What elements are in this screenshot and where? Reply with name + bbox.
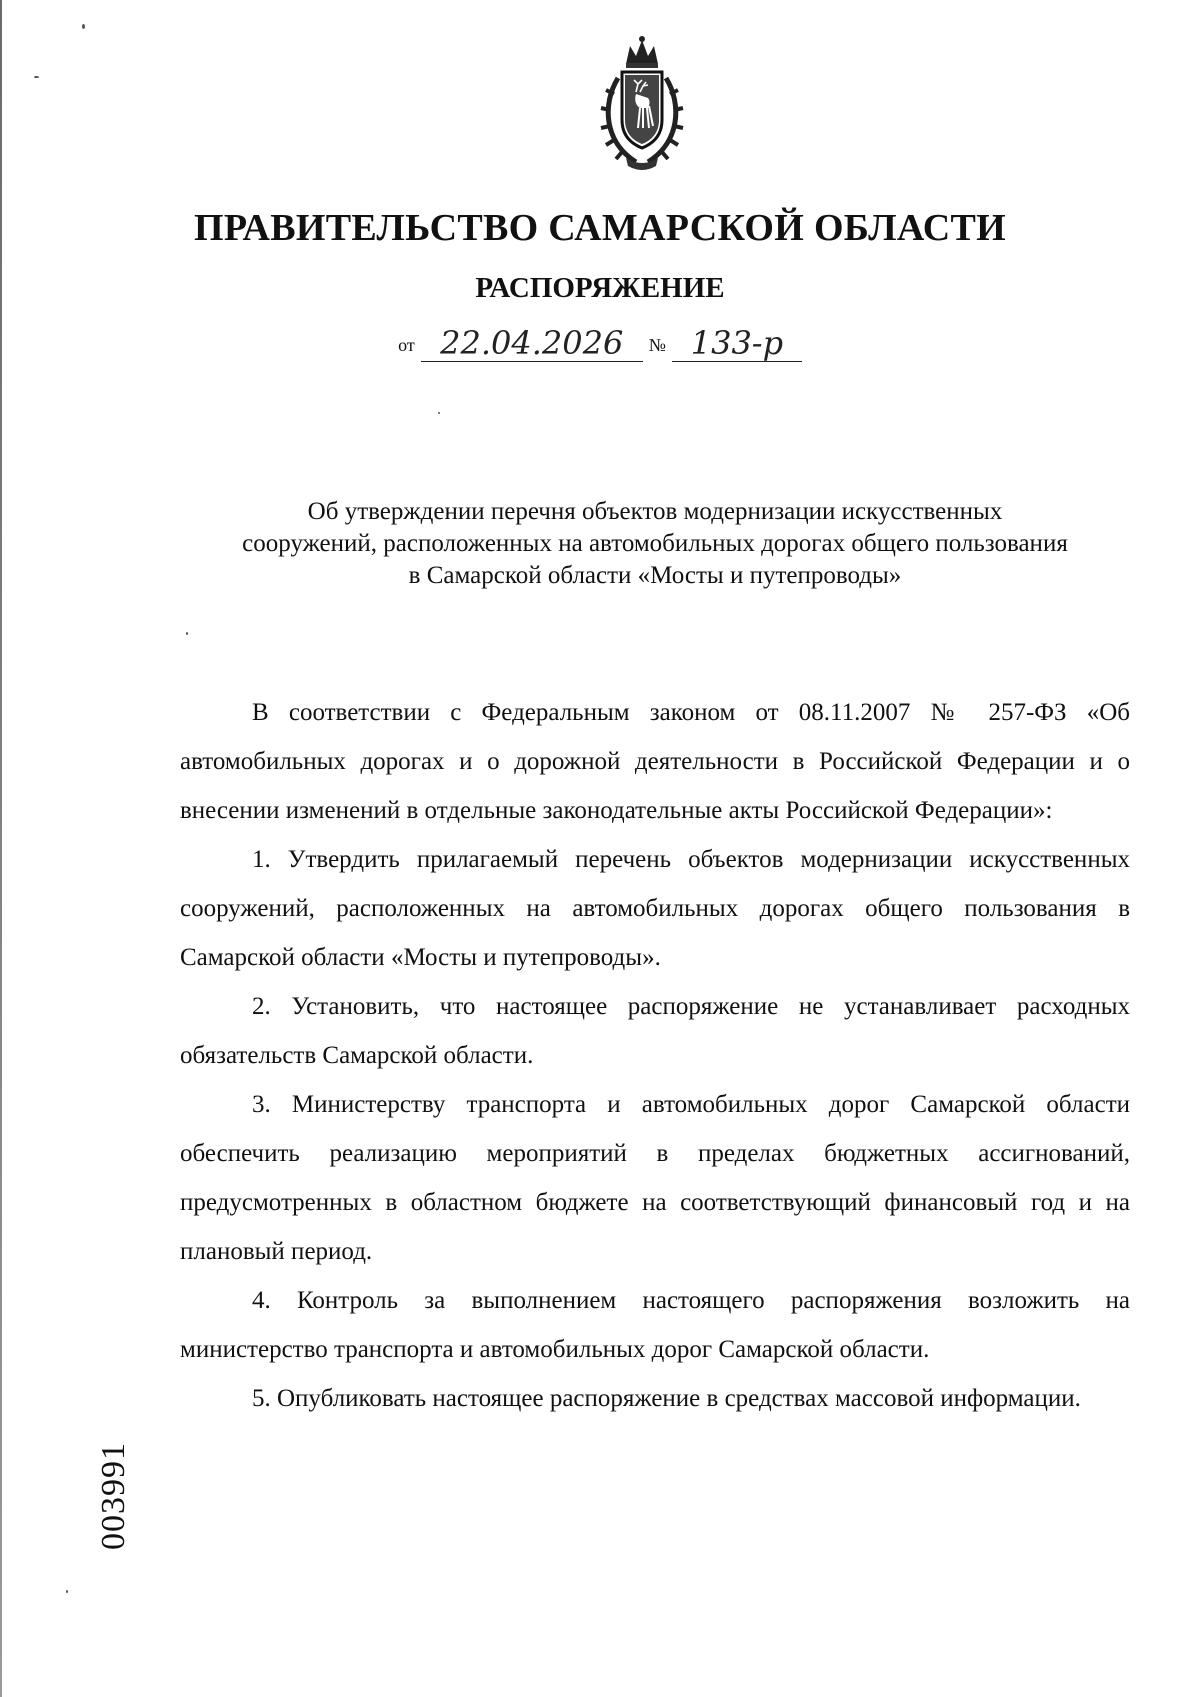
government-title: ПРАВИТЕЛЬСТВО САМАРСКОЙ ОБЛАСТИ xyxy=(193,207,1006,249)
document-number: 133-р xyxy=(672,326,802,362)
document-date: 22.04.2026 xyxy=(421,326,643,362)
order-item-2: 2. Установить, что настоящее распоряжение не устанавливает расходных обязательств Самарской области. xyxy=(180,993,1130,1069)
scan-edge xyxy=(0,0,2,1697)
scan-speck xyxy=(82,24,85,29)
samara-coat-of-arms-icon xyxy=(596,34,688,174)
order-item-3: 3. Министерству транспорта и автомобильных дорог Самарской области обеспечить реализацию мероприятий в пределах бюджетных ассигнований, предусмотренных в областном бюджете на соответствующий финансовый год и на плановый период. xyxy=(180,1091,1130,1265)
scan-speck xyxy=(34,76,39,78)
subject-line: Об утверждении перечня объектов модернизации искусственных xyxy=(307,498,1003,525)
document-type: РАСПОРЯЖЕНИЕ xyxy=(475,272,725,304)
date-number-row xyxy=(0,326,1200,362)
document-body xyxy=(180,688,1130,1423)
document-subject xyxy=(180,496,1130,592)
subject-line: сооружений, расположенных на автомобильных дорогах общего пользования xyxy=(242,530,1068,557)
scan-speck xyxy=(186,632,188,635)
subject-line: в Самарской области «Мосты и путепроводы» xyxy=(408,562,902,589)
order-item-1: 1. Утвердить прилагаемый перечень объектов модернизации искусственных сооружений, расположенных на автомобильных дорогах общего пользования в Самарской области «Мосты и путепроводы». xyxy=(180,846,1130,971)
scan-speck xyxy=(66,1590,68,1593)
order-item-5: 5. Опубликовать настоящее распоряжение в средствах массовой информации. xyxy=(252,1385,1081,1412)
date-prefix: от xyxy=(398,335,415,356)
preamble-paragraph: В соответствии с Федеральным законом от 08.11.2007 № 257-ФЗ «Об автомобильных дорогах и о дорожной деятельности в Российской Федерации и о внесении изменений в отдельные законодательные акты Российской Федерации»: xyxy=(180,699,1130,824)
number-prefix: № xyxy=(648,335,666,356)
order-item-4: 4. Контроль за выполнением настоящего распоряжения возложить на министерство транспорта и автомобильных дорог Самарской области. xyxy=(180,1287,1130,1363)
margin-registration-number: 003991 xyxy=(95,1442,132,1550)
scan-speck xyxy=(438,412,440,414)
